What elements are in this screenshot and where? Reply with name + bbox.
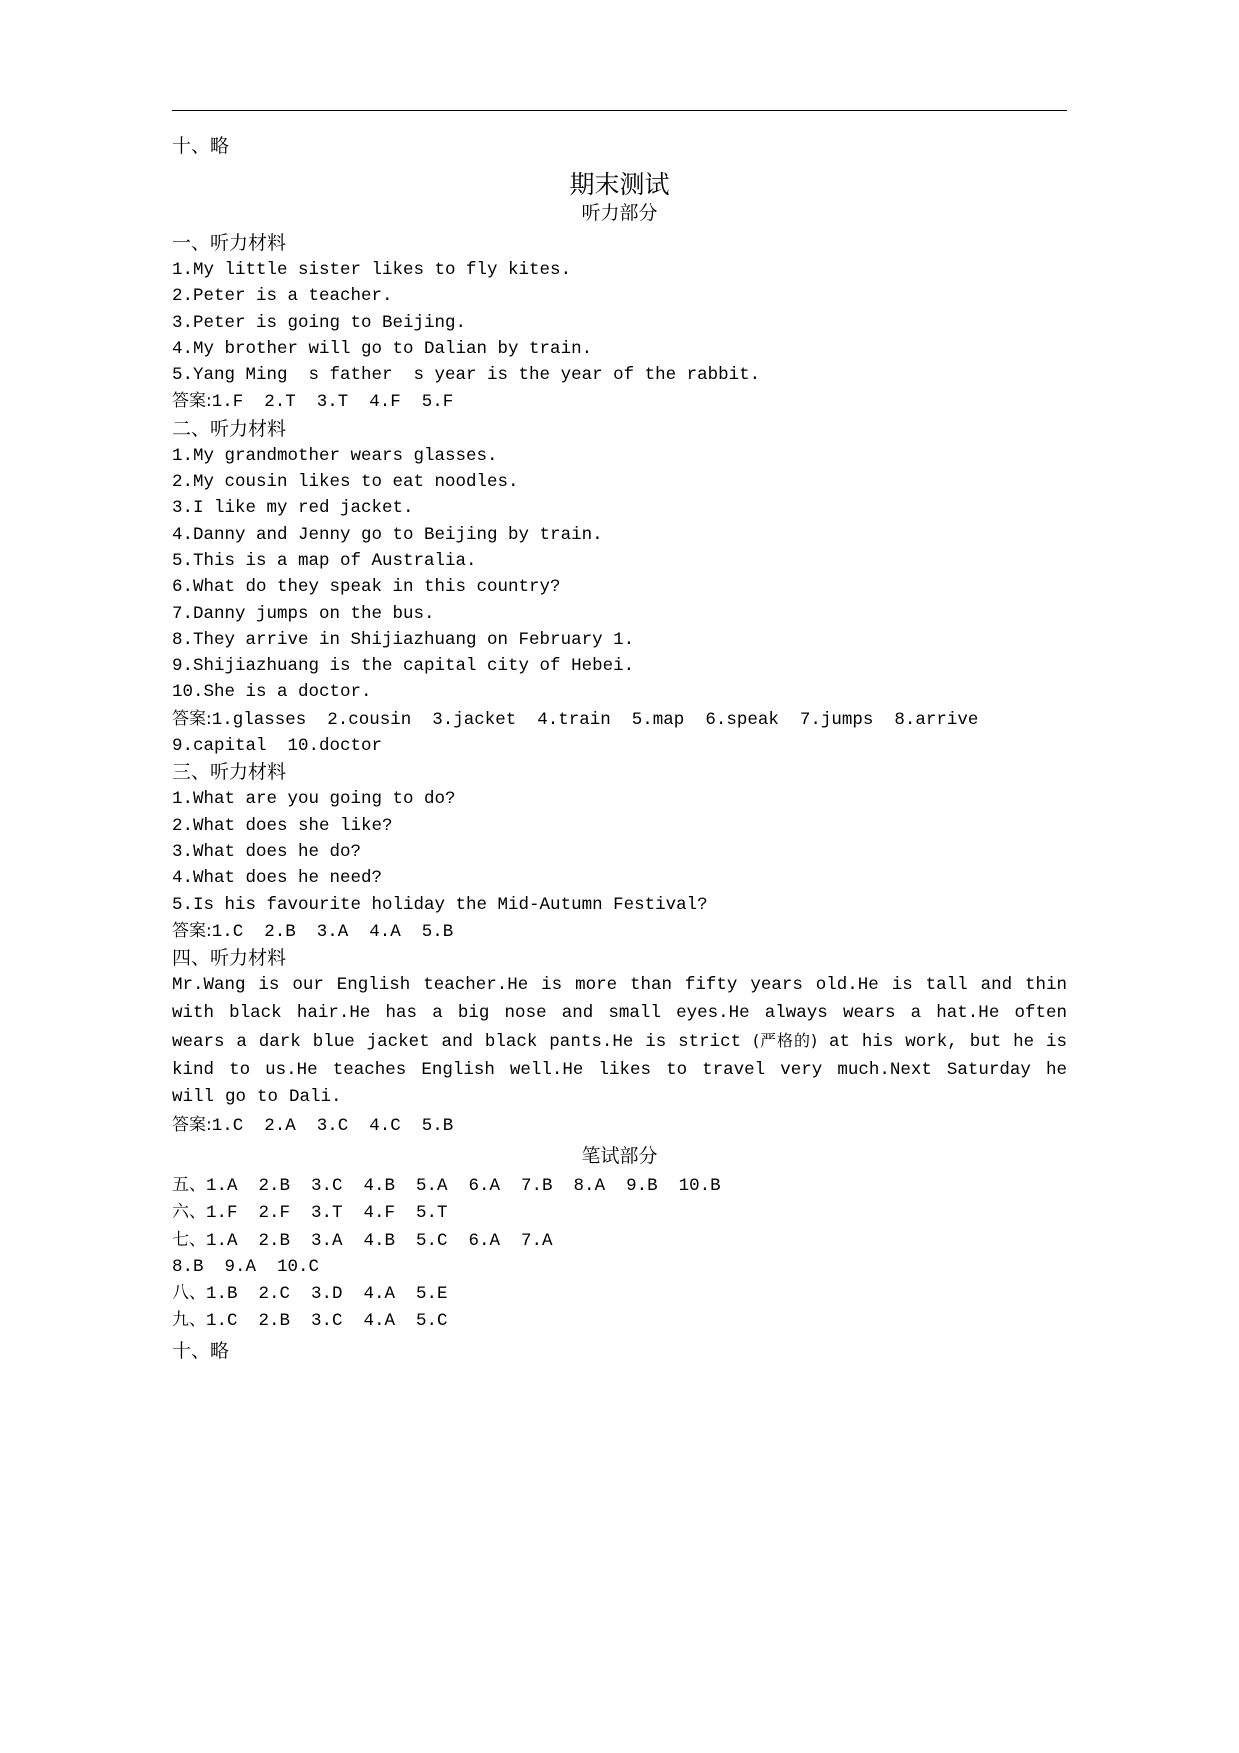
passage-gloss: (严格的) [753,1031,818,1051]
written-part-title: 笔试部分 [581,1144,658,1167]
written-row-answers: 8.B 9.A 10.C [172,1256,320,1277]
listening-item: 1.My little sister likes to fly kites. [172,260,572,280]
listening-item: 3.What does he do? [172,841,362,862]
listening-item: 2.Peter is a teacher. [172,286,393,307]
answer-label: 答案: [172,1114,212,1135]
passage-text-part2: at his work, but he is kind to us.He teaches English well.He likes to travel very much.Next Saturday he will go to Dali. [172,1032,1067,1108]
written-answer-row [172,1307,1067,1334]
listening-item: 2.My cousin likes to eat noodles. [172,472,519,493]
answer-row [172,706,1067,733]
listening-item: 9.Shijiazhuang is the capital city of Hebei. [172,656,635,677]
listening-section-2-heading: 二、听力材料 [172,417,287,440]
written-row-answers: 1.B 2.C 3.D 4.A 5.E [206,1284,448,1305]
listening-item: 5.This is a map of Australia. [172,550,477,571]
answer-values: 1.C 2.A 3.C 4.C 5.B [211,1115,454,1136]
answer-values: 1.F 2.T 3.T 4.F 5.F [211,392,454,413]
listening-passage [172,972,1067,1112]
listening-item: 6.What do they speak in this country? [172,577,561,598]
listening-item: 4.My brother will go to Dalian by train. [172,338,593,359]
answer-label: 答案: [172,391,212,412]
passage-text-part1: Mr.Wang is our English teacher.He is more than fifty years old.He is tall and thin with black hair.He has a big nose and small eyes.He always wears a hat.He often wears a dark blue jacket and black pants.He is strict [172,975,1067,1053]
answer-values: 1.glasses 2.cousin 3.jacket 4.train 5.map 6.speak 7.jumps 8.arrive [211,709,979,730]
written-row-ordinal: 九、 [172,1310,206,1331]
written-answer-row [172,1227,1067,1254]
listening-item: 4.What does he need? [172,868,383,889]
answer-row [172,1112,1067,1139]
listening-item: 3.Peter is going to Beijing. [172,312,467,333]
answer-row-continued: 9.capital 10.doctor [172,736,383,757]
listening-item: 7.Danny jumps on the bus. [172,603,435,624]
listening-item: 2.What does she like? [172,815,393,836]
listening-part-title: 听力部分 [581,202,658,224]
answer-values: 1.C 2.B 3.A 4.A 5.B [211,921,454,942]
listening-item: 4.Danny and Jenny go to Beijing by train. [172,524,603,545]
answer-label: 答案: [172,708,212,729]
header-rule [172,110,1067,111]
top-note: 十、略 [172,135,230,157]
listening-item: 10.She is a doctor. [172,682,372,703]
answer-row [172,388,1067,415]
written-row-answers: 1.A 2.B 3.A 4.B 5.C 6.A 7.A [206,1230,553,1251]
written-row-answers: 1.F 2.F 3.T 4.F 5.T [206,1203,448,1224]
written-row-ordinal: 六、 [172,1202,206,1223]
written-answer-row-continued [172,1254,1067,1280]
listening-section-4-heading: 四、听力材料 [172,947,287,970]
written-row-ordinal: 八、 [172,1283,206,1304]
written-row-ordinal: 五、 [172,1174,206,1195]
document-content [172,130,1067,1365]
listening-item: 8.They arrive in Shijiazhuang on February 1. [172,629,635,650]
listening-item: 1.My grandmother wears glasses. [172,445,498,466]
page-title: 期末测试 [569,170,670,199]
answer-row [172,918,1067,945]
listening-section-1-heading: 一、听力材料 [172,232,287,254]
listening-item: 1.What are you going to do? [172,789,456,810]
written-answer-row [172,1280,1067,1307]
bottom-note: 十、略 [172,1339,230,1362]
listening-item: 5.Is his favourite holiday the Mid-Autumn Festival? [172,894,708,915]
listening-item: 3.I like my red jacket. [172,498,414,519]
written-answer-row [172,1199,1067,1226]
written-row-answers: 1.C 2.B 3.C 4.A 5.C [206,1311,448,1332]
written-row-ordinal: 七、 [172,1229,206,1250]
written-answer-row [172,1172,1067,1199]
listening-section-3-heading: 三、听力材料 [172,761,287,784]
listening-item: 5.Yang Ming s father s year is the year of the rabbit. [172,365,761,386]
written-row-answers: 1.A 2.B 3.C 4.B 5.A 6.A 7.B 8.A 9.B 10.B [206,1175,721,1196]
answer-label: 答案: [172,920,212,941]
